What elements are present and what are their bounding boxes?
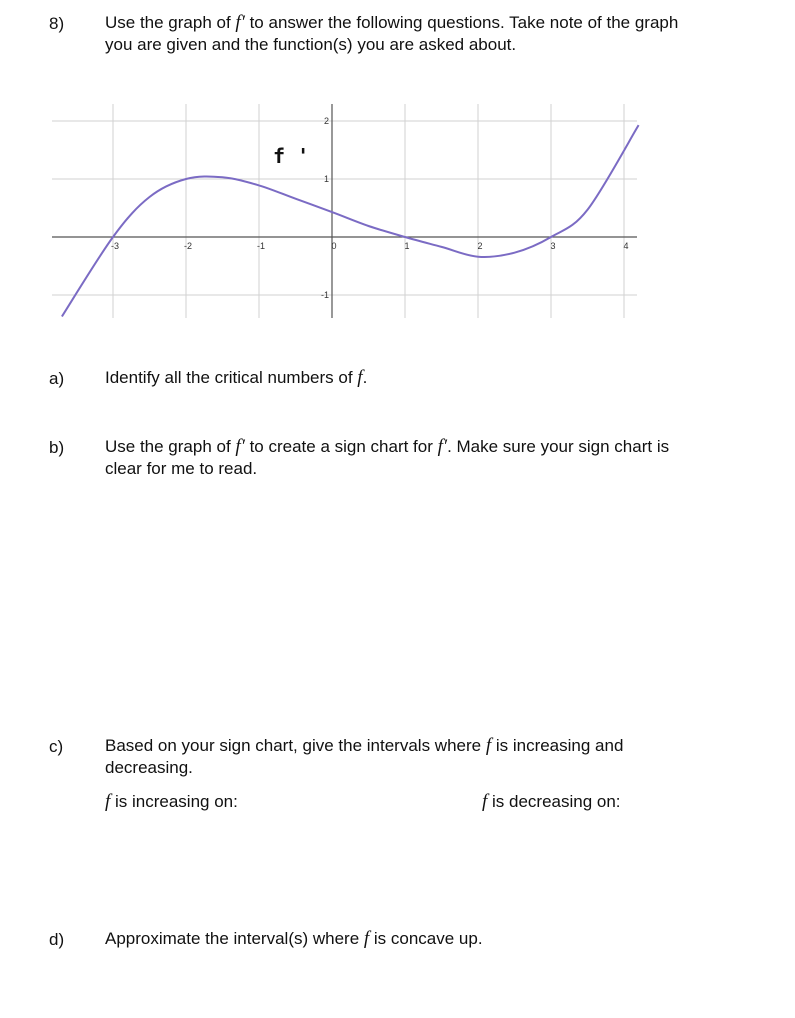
part-b-pre: Use the graph of: [105, 437, 236, 456]
part-c-pre: Based on your sign chart, give the intervals where: [105, 736, 486, 755]
part-d-post: is concave up.: [369, 929, 483, 948]
part-c-question: [105, 735, 623, 779]
dec-fn: f: [482, 791, 488, 812]
intro-fn: f′: [235, 12, 245, 33]
part-a-label: a): [49, 369, 65, 388]
x-tick-label: -2: [183, 241, 193, 251]
inc-text: is increasing on:: [110, 792, 238, 811]
part-b-question: [105, 436, 669, 480]
part-c-fn: f: [485, 735, 492, 756]
part-c-label: c): [49, 737, 64, 756]
intro-post: to answer the following questions. Take note of the graph: [244, 13, 679, 32]
x-tick-label: -3: [110, 241, 120, 251]
part-c-line2: decreasing.: [105, 758, 193, 777]
increasing-on-label: [105, 791, 238, 813]
part-b-fn: f′: [235, 436, 245, 457]
part-a-post: .: [362, 368, 368, 387]
part-a-pre: Identify all the critical numbers of: [105, 368, 358, 387]
graph-grid: [52, 104, 637, 318]
problem-number: 8): [49, 14, 65, 33]
problem-intro-line2: you are given and the function(s) you are asked about.: [105, 35, 517, 54]
y-tick-label: 1: [323, 174, 329, 184]
part-b-label: b): [49, 438, 65, 457]
x-tick-label: 4: [623, 241, 629, 251]
decreasing-on-label: [482, 791, 621, 813]
part-b-line2: clear for me to read.: [105, 459, 258, 478]
f-prime-curve: [62, 125, 639, 316]
derivative-graph: [0, 0, 795, 340]
inc-fn: f: [105, 791, 111, 812]
part-b-fn2: f′: [437, 436, 448, 457]
part-b-mid: to create a sign chart for: [244, 437, 438, 456]
part-b-post: . Make sure your sign chart is: [447, 437, 670, 456]
graph-axes: [52, 104, 637, 318]
y-tick-label: 2: [323, 116, 329, 126]
part-a-question: [105, 367, 367, 389]
part-d-fn: f: [363, 928, 370, 949]
part-c-post: is increasing and: [491, 736, 624, 755]
x-tick-label: 3: [550, 241, 556, 251]
y-tick-label: -1: [320, 290, 329, 300]
part-d-label: d): [49, 930, 65, 949]
intro-pre: Use the graph of: [105, 13, 236, 32]
x-tick-label: 1: [404, 241, 410, 251]
part-d-question: [105, 928, 483, 950]
x-tick-label: -1: [256, 241, 266, 251]
x-tick-label: 2: [477, 241, 483, 251]
part-d-pre: Approximate the interval(s) where: [105, 929, 364, 948]
part-a-fn: f: [357, 367, 363, 388]
dec-text: is decreasing on:: [487, 792, 621, 811]
x-tick-label: 0: [331, 241, 337, 251]
curve-label: f ': [273, 144, 310, 168]
